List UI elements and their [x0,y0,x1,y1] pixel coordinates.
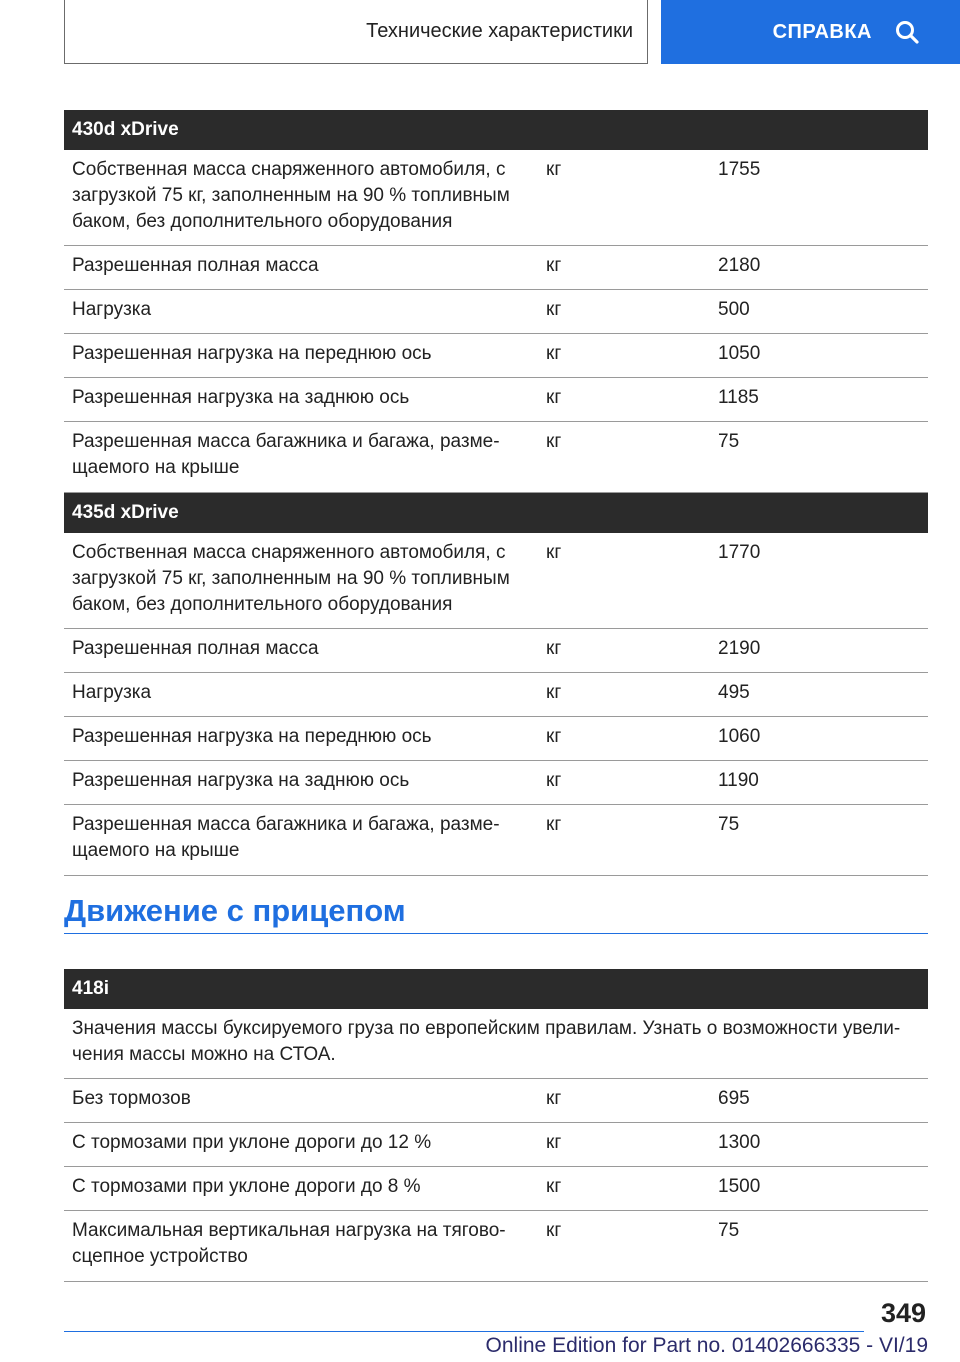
row-unit: кг [546,387,562,408]
row-unit: кг [546,1220,562,1241]
table-row [64,1211,928,1282]
table-row [64,673,928,717]
row-label: Разрешенная масса багажника и багажа, разме-щаемого на крыше [72,431,500,478]
row-value: 495 [718,682,750,703]
table-row [64,246,928,290]
table-row [64,533,928,629]
row-value: 500 [718,299,750,320]
row-unit: кг [546,255,562,276]
row-label: Нагрузка [72,299,152,320]
table-note: Значения массы буксируемого груза по европейским правилам. Узнать о возможности увели-чения массы можно на СТОА. [64,1009,928,1079]
row-label: Разрешенная полная масса [72,638,319,659]
row-unit: кг [546,343,562,364]
table-title: 430d xDrive [64,110,928,150]
header-section-title [64,0,648,64]
row-unit: кг [546,1176,562,1197]
help-button[interactable] [661,0,960,64]
help-label: СПРАВКА [772,20,872,43]
table-title: 435d xDrive [64,493,928,533]
footer-edition: Online Edition for Part no. 01402666335 - VI/19 [485,1334,928,1357]
table-row [64,150,928,246]
table-title: 418i [64,969,928,1009]
row-label: Нагрузка [72,682,152,703]
header-section-label: Технические характеристики [366,20,633,42]
section-title: Движение с прицепом [64,893,928,934]
row-value: 1755 [718,159,761,180]
table-row [64,805,928,876]
row-value: 1185 [718,387,759,408]
row-unit: кг [546,159,562,180]
row-value: 75 [718,814,740,835]
search-icon[interactable] [894,19,920,45]
table-row [64,761,928,805]
spec-table-435d [64,493,928,876]
row-value: 2190 [718,638,761,659]
row-value: 1190 [718,770,759,791]
row-value: 75 [718,1220,740,1241]
table-row [64,1123,928,1167]
row-value: 1770 [718,542,761,563]
row-label: Разрешенная масса багажника и багажа, разме-щаемого на крыше [72,814,500,861]
row-unit: кг [546,770,562,791]
row-unit: кг [546,431,562,452]
row-value: 1300 [718,1132,761,1153]
row-value: 695 [718,1088,750,1109]
table-row [64,629,928,673]
row-label: С тормозами при уклоне дороги до 8 % [72,1176,421,1197]
row-label: Разрешенная нагрузка на переднюю ось [72,726,432,747]
row-unit: кг [546,814,562,835]
trailer-table-418i [64,969,928,1282]
row-label: Собственная масса снаряженного автомобиля, с загрузкой 75 кг, заполненным на 90 % топливным баком, без дополнительного оборудования [72,542,510,615]
row-value: 2180 [718,255,761,276]
row-label: Разрешенная нагрузка на заднюю ось [72,770,410,791]
row-value: 1060 [718,726,761,747]
row-unit: кг [546,1088,562,1109]
row-label: Разрешенная нагрузка на заднюю ось [72,387,410,408]
table-row [64,1079,928,1123]
row-label: Собственная масса снаряженного автомобиля, с загрузкой 75 кг, заполненным на 90 % топливным баком, без дополнительного оборудования [72,159,510,232]
table-row [64,422,928,493]
row-value: 1050 [718,343,761,364]
row-label: Разрешенная нагрузка на переднюю ось [72,343,432,364]
row-unit: кг [546,1132,562,1153]
footer-divider [64,1331,864,1332]
table-row [64,717,928,761]
row-unit: кг [546,542,562,563]
table-row [64,1167,928,1211]
row-label: С тормозами при уклоне дороги до 12 % [72,1132,432,1153]
row-unit: кг [546,682,562,703]
spec-table-430d [64,110,928,493]
row-label: Без тормозов [72,1088,191,1109]
page-number: 349 [880,1298,926,1328]
row-value: 1500 [718,1176,761,1197]
row-unit: кг [546,299,562,320]
row-unit: кг [546,726,562,747]
row-value: 75 [718,431,740,452]
row-unit: кг [546,638,562,659]
row-label: Максимальная вертикальная нагрузка на тягово-сцепное устройство [72,1220,506,1267]
table-row [64,378,928,422]
row-label: Разрешенная полная масса [72,255,319,276]
table-row [64,290,928,334]
table-row [64,334,928,378]
